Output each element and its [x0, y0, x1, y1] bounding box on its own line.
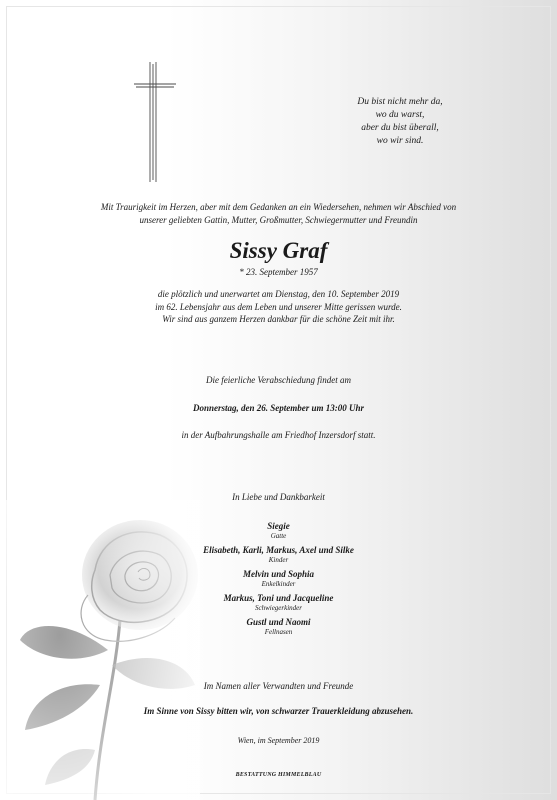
ceremony-intro: Die feierliche Verabschiedung findet am [206, 375, 351, 385]
birth-date: * 23. September 1957 [239, 267, 318, 277]
poem-line: aber du bist überall, [361, 123, 439, 133]
mourner-names: Elisabeth, Karli, Markus, Axel und Silke [203, 545, 354, 555]
deceased-name: Sissy Graf [229, 238, 328, 263]
mourner-role: Enkelkinder [261, 580, 296, 588]
death-line: Wir sind aus ganzem Herzen dankbar für die schöne Zeit mit ihr. [162, 314, 395, 324]
mourner-role: Gatte [270, 532, 287, 540]
poem-line: Du bist nicht mehr da, [357, 97, 443, 107]
mourners-list [0, 521, 557, 641]
mourner-role: Schwiegerkinder [254, 604, 303, 612]
relatives-text: Im Namen aller Verwandten und Freunde [203, 681, 354, 691]
death-line: im 62. Lebensjahr aus dem Leben und unserer Mitte gerissen wurde. [155, 301, 402, 312]
mourner-names: Markus, Toni und Jacqueline [223, 593, 334, 603]
intro-text [0, 201, 557, 227]
mourner-role: Kinder [268, 556, 289, 564]
poem-line: wo wir sind. [376, 136, 424, 146]
mourner-role: Fellnasen [264, 628, 293, 636]
ceremony-place: in der Aufbahrungshalle am Friedhof Inzersdorf statt. [181, 430, 376, 440]
intro-line: Mit Traurigkeit im Herzen, aber mit dem Gedanken an ein Wiedersehen, nehmen wir Abschied von [100, 202, 457, 212]
mourner-names: Siegie [267, 521, 290, 531]
mourner-group [0, 569, 557, 589]
dress-request: Im Sinne von Sissy bitten wir, von schwarzer Trauerkleidung abzusehen. [143, 706, 414, 716]
poem-line: wo du warst, [375, 110, 425, 120]
death-line: die plötzlich und unerwartet am Dienstag, den 10. September 2019 [157, 289, 400, 299]
poem [300, 96, 500, 148]
mourner-names: Gustl und Naomi [246, 617, 311, 627]
mourner-names: Melvin und Sophia [242, 569, 315, 579]
mourner-group [0, 521, 557, 541]
intro-line: unserer geliebten Gattin, Mutter, Großmutter, Schwiegermutter und Freundin [139, 215, 418, 225]
death-text [0, 288, 557, 326]
mourners-heading: In Liebe und Dankbarkeit [232, 492, 325, 502]
mourner-group [0, 545, 557, 565]
mourner-group [0, 593, 557, 613]
mourner-group [0, 617, 557, 637]
cross-icon [132, 60, 178, 184]
place-date: Wien, im September 2019 [237, 736, 320, 745]
funeral-home: BESTATTUNG HIMMELBLAU [235, 772, 322, 778]
ceremony-date: Donnerstag, den 26. September um 13:00 Uhr [192, 403, 364, 413]
